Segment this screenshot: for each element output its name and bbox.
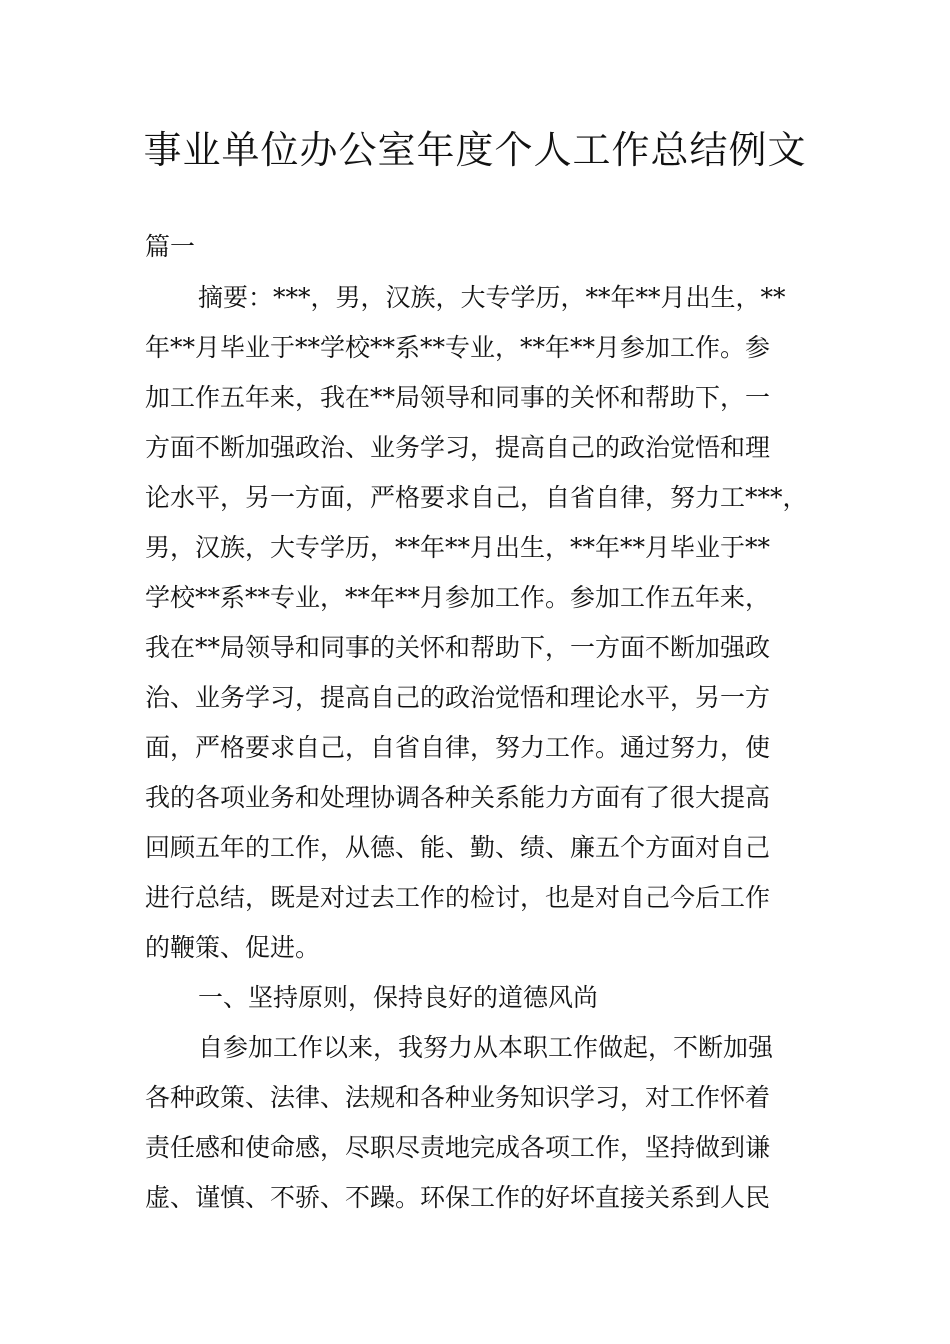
paragraph-line: 面，严格要求自己，自省自律，努力工作。通过努力，使 (145, 733, 771, 762)
paragraph-line: 虚、谨慎、不骄、不躁。环保工作的好坏直接关系到人民 (145, 1183, 771, 1212)
paragraph-line: 方面不断加强政治、业务学习，提高自己的政治觉悟和理 (145, 433, 771, 462)
paragraph-line: 回顾五年的工作，从德、能、勤、绩、廉五个方面对自己 (145, 833, 771, 862)
paragraph-line: 各种政策、法律、法规和各种业务知识学习，对工作怀着 (145, 1083, 771, 1112)
paragraph-line: 男，汉族，大专学历，**年**月出生，**年**月毕业于** (145, 533, 771, 562)
section-label: 篇一 (145, 232, 196, 261)
paragraph-line: 加工作五年来，我在**局领导和同事的关怀和帮助下，一 (145, 383, 771, 412)
paragraph-line: 学校**系**专业，**年**月参加工作。参加工作五年来， (145, 583, 771, 612)
document-title: 事业单位办公室年度个人工作总结例文 (143, 128, 807, 172)
paragraph-line: 我的各项业务和处理协调各种关系能力方面有了很大提高 (145, 783, 771, 812)
paragraph-line: 的鞭策、促进。 (145, 933, 321, 962)
section-heading: 一、坚持原则，保持良好的道德风尚 (198, 983, 599, 1012)
paragraph-line: 责任感和使命感，尽职尽责地完成各项工作，坚持做到谦 (145, 1133, 771, 1162)
paragraph-line: 年**月毕业于**学校**系**专业，**年**月参加工作。参 (145, 333, 771, 362)
paragraph-line: 论水平，另一方面，严格要求自己，自省自律，努力工***， (145, 483, 808, 512)
paragraph-line: 我在**局领导和同事的关怀和帮助下，一方面不断加强政 (145, 633, 771, 662)
paragraph-line: 摘要：***，男，汉族，大专学历，**年**月出生，** (198, 283, 786, 312)
paragraph-line: 自参加工作以来，我努力从本职工作做起，不断加强 (198, 1033, 774, 1062)
paragraph-line: 进行总结，既是对过去工作的检讨，也是对自己今后工作 (145, 883, 771, 912)
paragraph-line: 治、业务学习，提高自己的政治觉悟和理论水平，另一方 (145, 683, 771, 712)
